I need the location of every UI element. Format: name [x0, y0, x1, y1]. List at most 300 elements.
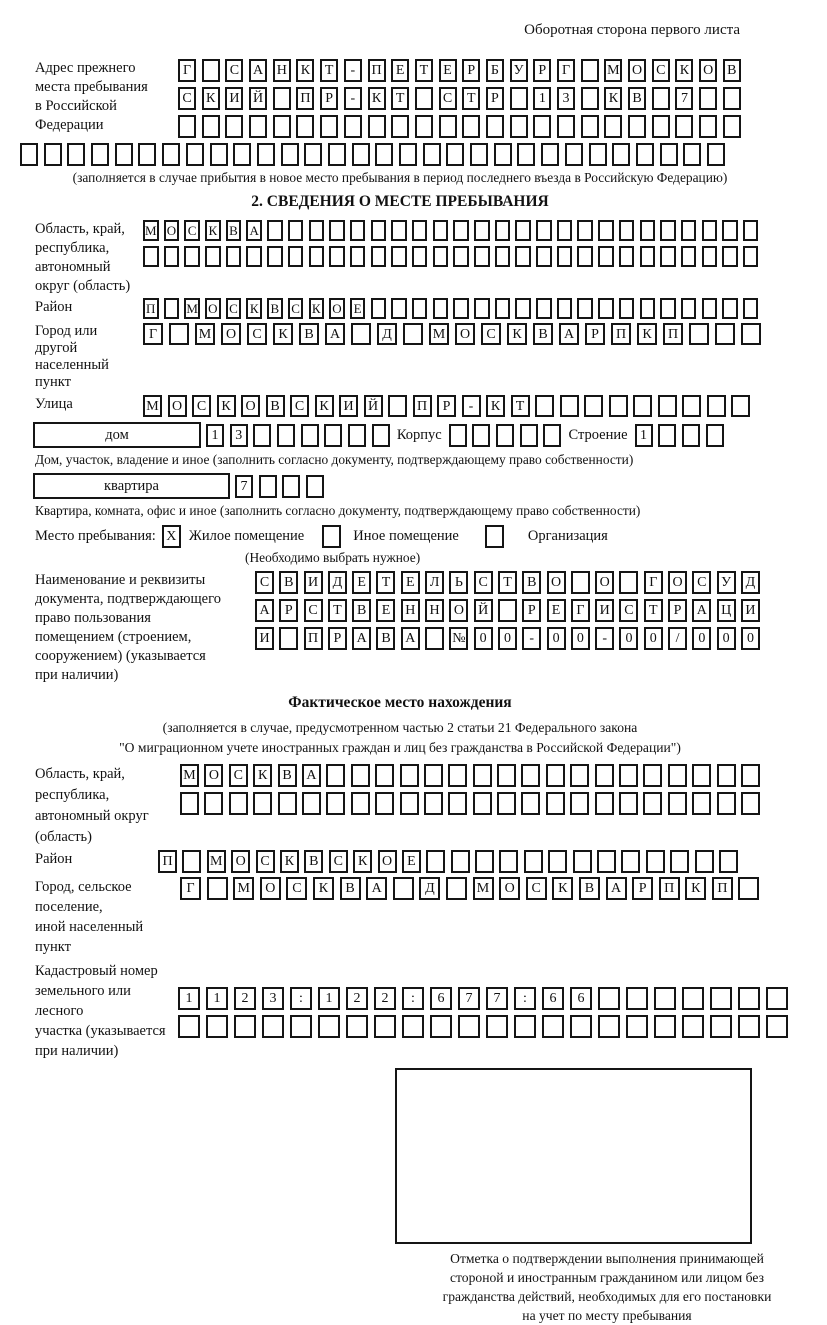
char-box — [557, 220, 573, 241]
char-box: Р — [279, 599, 298, 622]
char-box — [115, 143, 133, 166]
char-box: К — [685, 877, 706, 900]
actual-district-label: Район — [35, 851, 73, 867]
char-box: В — [278, 764, 297, 787]
char-box — [234, 1015, 256, 1038]
char-box: В — [304, 850, 323, 873]
char-box: Г — [178, 59, 196, 82]
actual-district-block — [35, 850, 780, 873]
char-box: А — [366, 877, 387, 900]
char-box: К — [205, 220, 221, 241]
char-box — [446, 877, 467, 900]
stay-option-residential-label: Жилое помещение — [188, 528, 305, 544]
char-box — [288, 220, 304, 241]
char-box: К — [368, 87, 386, 110]
char-box: 2 — [374, 987, 396, 1010]
char-box — [689, 323, 709, 345]
actual-region-label: Область, край, республика, автономный округ (область) — [35, 766, 149, 845]
char-box — [375, 764, 394, 787]
char-box — [515, 220, 531, 241]
char-box: К — [637, 323, 657, 345]
char-box — [391, 115, 409, 138]
stay-option-residential-checkbox: X — [162, 525, 181, 548]
char-box — [741, 323, 761, 345]
char-box: К — [604, 87, 622, 110]
char-box — [633, 395, 652, 417]
char-box: П — [712, 877, 733, 900]
char-box — [388, 395, 407, 417]
char-box: В — [352, 599, 371, 622]
char-box — [326, 764, 345, 787]
char-box — [449, 424, 467, 447]
char-box — [598, 220, 614, 241]
stay-option-other-label: Иное помещение — [353, 528, 459, 544]
char-box: К — [253, 764, 272, 787]
char-box — [430, 1015, 452, 1038]
char-box — [262, 1015, 284, 1038]
char-box — [496, 424, 514, 447]
char-box: 0 — [619, 627, 638, 650]
char-box: К — [280, 850, 299, 873]
char-box — [473, 792, 492, 815]
char-box: Р — [632, 877, 653, 900]
char-box: - — [522, 627, 541, 650]
char-box — [402, 1015, 424, 1038]
char-box — [495, 246, 511, 267]
char-box — [233, 143, 251, 166]
char-box: В — [628, 87, 646, 110]
char-box: В — [279, 571, 298, 594]
char-box — [699, 115, 717, 138]
char-box: А — [606, 877, 627, 900]
char-box: : — [514, 987, 536, 1010]
char-box — [415, 115, 433, 138]
char-box: 7 — [675, 87, 693, 110]
char-box — [571, 571, 590, 594]
char-box: У — [510, 59, 528, 82]
char-box — [453, 246, 469, 267]
char-box — [654, 987, 676, 1010]
char-box — [738, 877, 759, 900]
char-box — [643, 792, 662, 815]
document-label: Наименование и реквизиты документа, подтверждающего право пользования помещением (строением, сооружением) (указывается при наличии) — [35, 572, 221, 683]
char-box — [371, 298, 387, 319]
char-box — [609, 395, 628, 417]
char-box — [715, 323, 735, 345]
char-box — [741, 792, 760, 815]
char-box: В — [522, 571, 541, 594]
char-box: Д — [419, 877, 440, 900]
char-box: М — [429, 323, 449, 345]
char-box: О — [595, 571, 614, 594]
char-box: С — [184, 220, 200, 241]
char-box — [499, 850, 518, 873]
char-box — [495, 220, 511, 241]
char-box: П — [296, 87, 314, 110]
char-box — [67, 143, 85, 166]
char-box — [474, 246, 490, 267]
char-box: Р — [585, 323, 605, 345]
char-box: М — [233, 877, 254, 900]
char-box: 3 — [230, 424, 248, 447]
char-box: О — [205, 298, 221, 319]
char-box — [695, 850, 714, 873]
char-box: Л — [425, 571, 444, 594]
char-box — [267, 220, 283, 241]
char-box — [597, 850, 616, 873]
char-box — [654, 1015, 676, 1038]
char-box — [267, 246, 283, 267]
char-box — [524, 850, 543, 873]
char-box: 0 — [571, 627, 590, 650]
char-box — [577, 298, 593, 319]
prev-address-block — [35, 59, 780, 138]
char-box — [722, 220, 738, 241]
char-box: М — [184, 298, 200, 319]
char-box — [399, 143, 417, 166]
char-box: Ь — [449, 571, 468, 594]
char-box — [329, 220, 345, 241]
char-box — [451, 850, 470, 873]
char-box: М — [604, 59, 622, 82]
char-box — [707, 143, 725, 166]
apartment-row — [33, 473, 780, 499]
char-box — [229, 792, 248, 815]
char-box — [473, 764, 492, 787]
char-box: К — [486, 395, 505, 417]
char-box — [164, 298, 180, 319]
stamp-box — [395, 1068, 752, 1244]
char-box: Е — [547, 599, 566, 622]
char-box: 0 — [717, 627, 736, 650]
char-box — [710, 1015, 732, 1038]
char-box: 7 — [486, 987, 508, 1010]
char-box: М — [195, 323, 215, 345]
char-box: К — [675, 59, 693, 82]
char-box — [324, 424, 342, 447]
char-box: Р — [533, 59, 551, 82]
document-char-row-2 — [255, 599, 760, 622]
char-box: О — [668, 571, 687, 594]
char-box: Р — [668, 599, 687, 622]
char-box: № — [449, 627, 468, 650]
char-box — [598, 987, 620, 1010]
char-box — [692, 764, 711, 787]
korpus-char-row — [449, 424, 562, 447]
prev-address-char-row-4 — [20, 143, 780, 166]
actual-district-char-row — [158, 850, 738, 873]
char-box — [598, 298, 614, 319]
char-box — [681, 246, 697, 267]
char-box — [306, 475, 324, 498]
char-box — [573, 850, 592, 873]
char-box: С — [439, 87, 457, 110]
stay-type-label: Место пребывания: — [35, 528, 156, 544]
char-box — [652, 87, 670, 110]
region-block — [35, 220, 780, 296]
char-box — [536, 298, 552, 319]
street-char-row — [143, 395, 750, 417]
actual-region-char-row-2 — [180, 792, 760, 815]
char-box — [424, 792, 443, 815]
char-box: В — [376, 627, 395, 650]
char-box — [565, 143, 583, 166]
district-block — [35, 298, 780, 319]
char-box — [514, 1015, 536, 1038]
char-box: С — [192, 395, 211, 417]
char-box — [475, 850, 494, 873]
char-box — [348, 424, 366, 447]
char-box — [350, 220, 366, 241]
char-box: 1 — [206, 424, 224, 447]
char-box: Й — [474, 599, 493, 622]
char-box — [628, 115, 646, 138]
char-box: - — [595, 627, 614, 650]
char-box: 0 — [498, 627, 517, 650]
char-box — [692, 792, 711, 815]
char-box — [652, 115, 670, 138]
char-box: В — [579, 877, 600, 900]
stay-option-organization-label: Организация — [527, 528, 608, 544]
char-box: И — [595, 599, 614, 622]
stroenie-label: Строение — [568, 426, 628, 443]
char-box: И — [225, 87, 243, 110]
char-box: Р — [328, 627, 347, 650]
char-box — [612, 143, 630, 166]
char-box — [448, 764, 467, 787]
char-box: С — [481, 323, 501, 345]
char-box — [682, 424, 700, 447]
char-box: А — [692, 599, 711, 622]
char-box — [723, 87, 741, 110]
char-box — [706, 424, 724, 447]
char-box — [309, 220, 325, 241]
char-box — [515, 246, 531, 267]
char-box: К — [309, 298, 325, 319]
char-box — [626, 987, 648, 1010]
char-box — [577, 246, 593, 267]
char-box: Р — [320, 87, 338, 110]
char-box: Н — [401, 599, 420, 622]
char-box — [318, 1015, 340, 1038]
char-box: О — [378, 850, 397, 873]
char-box: 6 — [430, 987, 452, 1010]
char-box: 3 — [557, 87, 575, 110]
char-box — [557, 298, 573, 319]
district-label: Район — [35, 299, 73, 315]
char-box — [646, 850, 665, 873]
char-box: В — [267, 298, 283, 319]
char-box — [439, 115, 457, 138]
char-box: : — [290, 987, 312, 1010]
char-box: Й — [249, 87, 267, 110]
char-box — [707, 395, 726, 417]
char-box: О — [168, 395, 187, 417]
char-box — [541, 143, 559, 166]
char-box — [743, 246, 759, 267]
char-box — [371, 220, 387, 241]
char-box — [621, 850, 640, 873]
char-box — [581, 59, 599, 82]
char-box — [619, 571, 638, 594]
char-box — [391, 220, 407, 241]
char-box: О — [628, 59, 646, 82]
char-box: 7 — [235, 475, 253, 498]
char-box: С — [229, 764, 248, 787]
prev-address-char-row-3 — [178, 115, 741, 138]
char-box: В — [266, 395, 285, 417]
stay-option-other-checkbox — [322, 525, 341, 548]
char-box — [301, 424, 319, 447]
char-box — [589, 143, 607, 166]
char-box — [533, 115, 551, 138]
char-box — [640, 246, 656, 267]
char-box: О — [499, 877, 520, 900]
char-box: Т — [328, 599, 347, 622]
char-box: 3 — [262, 987, 284, 1010]
house-char-row — [206, 424, 390, 447]
char-box: П — [663, 323, 683, 345]
char-box — [178, 1015, 200, 1038]
char-box — [351, 323, 371, 345]
char-box — [498, 599, 517, 622]
char-box — [598, 1015, 620, 1038]
char-box: А — [325, 323, 345, 345]
char-box — [520, 424, 538, 447]
region-label: Область, край, республика, автономный округ (область) — [35, 221, 131, 294]
char-box — [521, 764, 540, 787]
char-box — [560, 395, 579, 417]
char-box: С — [226, 298, 242, 319]
char-box: И — [741, 599, 760, 622]
char-box: - — [344, 59, 362, 82]
char-box: М — [143, 395, 162, 417]
char-box: А — [401, 627, 420, 650]
char-box — [536, 220, 552, 241]
char-box: Т — [644, 599, 663, 622]
char-box: К — [296, 59, 314, 82]
char-box — [497, 764, 516, 787]
char-box: С — [290, 395, 309, 417]
char-box — [304, 143, 322, 166]
char-box: 0 — [474, 627, 493, 650]
char-box — [415, 87, 433, 110]
char-box: Е — [401, 571, 420, 594]
char-box: И — [304, 571, 323, 594]
char-box — [202, 59, 220, 82]
char-box: Д — [741, 571, 760, 594]
char-box — [640, 298, 656, 319]
actual-location-note: (заполняется в случае, предусмотренном частью 2 статьи 21 Федерального закона "О миграционном учете иностранных граждан и лиц без гражданства в Российской Федерации") — [119, 720, 681, 755]
char-box — [619, 246, 635, 267]
char-box — [535, 395, 554, 417]
char-box — [182, 850, 201, 873]
char-box — [393, 877, 414, 900]
char-box: Е — [402, 850, 421, 873]
char-box — [557, 246, 573, 267]
char-box — [375, 143, 393, 166]
char-box — [584, 395, 603, 417]
char-box — [433, 298, 449, 319]
char-box — [246, 246, 262, 267]
char-box — [328, 143, 346, 166]
char-box: И — [339, 395, 358, 417]
char-box — [668, 792, 687, 815]
char-box — [470, 143, 488, 166]
char-box: О — [455, 323, 475, 345]
char-box — [273, 115, 291, 138]
char-box — [494, 143, 512, 166]
char-box: 0 — [547, 627, 566, 650]
char-box — [722, 246, 738, 267]
char-box: П — [158, 850, 177, 873]
char-box — [717, 764, 736, 787]
char-box — [448, 792, 467, 815]
char-box: 1 — [206, 987, 228, 1010]
char-box — [423, 143, 441, 166]
document-char-row-3 — [255, 627, 760, 650]
house-field: дом — [33, 422, 201, 448]
char-box — [486, 115, 504, 138]
char-box: А — [352, 627, 371, 650]
city-char-row — [143, 323, 761, 345]
char-box — [226, 246, 242, 267]
page-side-note: Оборотная сторона первого листа — [524, 22, 740, 38]
char-box: Т — [462, 87, 480, 110]
char-box: 0 — [741, 627, 760, 650]
char-box — [577, 220, 593, 241]
char-box — [682, 395, 701, 417]
char-box: О — [699, 59, 717, 82]
char-box — [391, 246, 407, 267]
street-label: Улица — [35, 396, 73, 412]
char-box — [619, 298, 635, 319]
char-box — [279, 627, 298, 650]
char-box: С — [286, 877, 307, 900]
char-box: П — [611, 323, 631, 345]
stay-option-organization-checkbox — [485, 525, 504, 548]
char-box: С — [304, 599, 323, 622]
char-box — [412, 298, 428, 319]
char-box: Д — [328, 571, 347, 594]
char-box: К — [217, 395, 236, 417]
char-box — [743, 298, 759, 319]
apartment-field: квартира — [33, 473, 230, 499]
char-box: А — [246, 220, 262, 241]
char-box: Т — [376, 571, 395, 594]
char-box: П — [304, 627, 323, 650]
char-box: К — [507, 323, 527, 345]
char-box — [699, 87, 717, 110]
char-box: М — [143, 220, 159, 241]
char-box — [290, 1015, 312, 1038]
char-box — [546, 764, 565, 787]
actual-settlement-block — [35, 877, 780, 957]
char-box — [710, 987, 732, 1010]
char-box: П — [413, 395, 432, 417]
char-box — [412, 246, 428, 267]
char-box — [723, 115, 741, 138]
char-box — [320, 115, 338, 138]
char-box — [296, 115, 314, 138]
char-box — [536, 246, 552, 267]
char-box: Р — [437, 395, 456, 417]
char-box — [329, 246, 345, 267]
cadastral-char-row-1 — [178, 987, 788, 1010]
char-box: Е — [439, 59, 457, 82]
char-box: К — [246, 298, 262, 319]
char-box — [741, 764, 760, 787]
